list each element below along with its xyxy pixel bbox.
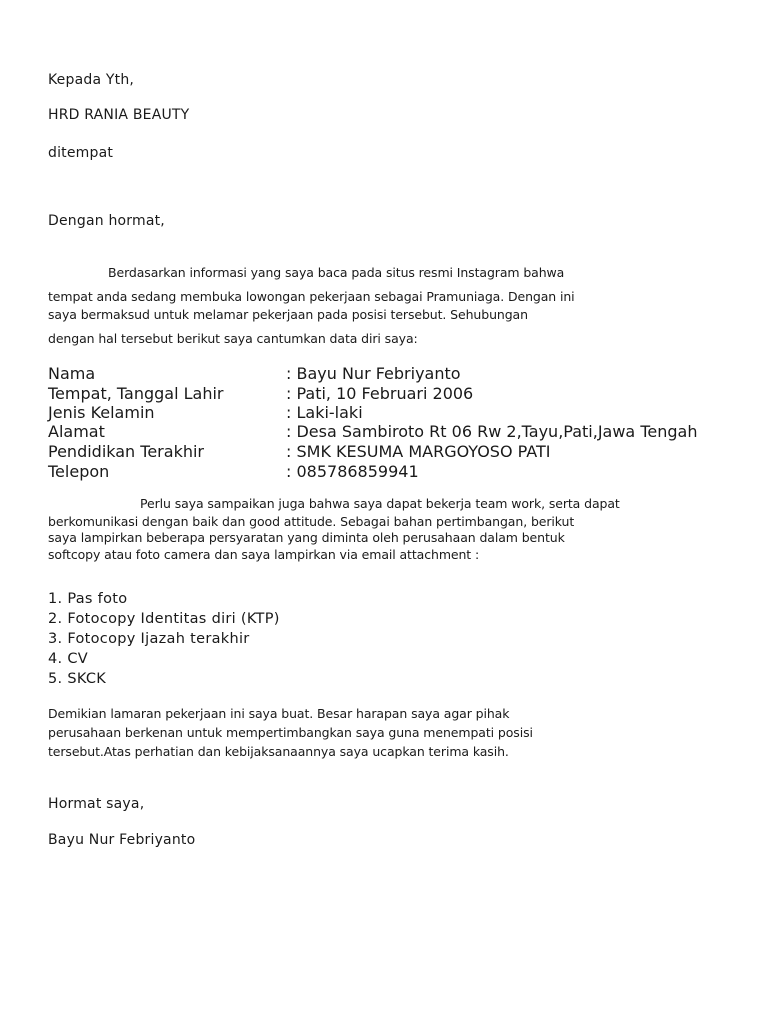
data-row-pendidikan: [48, 442, 748, 462]
middle-line-2: berkomunikasi dengan baik dan good attitude. Sebagai bahan pertimbangan, berikut: [48, 514, 575, 529]
attachment-item-5: 5. SKCK: [48, 671, 107, 687]
closing-line-1: Demikian lamaran pekerjaan ini saya buat. Besar harapan saya agar pihak: [48, 706, 510, 721]
intro-line-1: Berdasarkan informasi yang saya baca pada situs resmi Instagram bahwa: [108, 265, 565, 280]
attachment-item-2: 2. Fotocopy Identitas diri (KTP): [48, 611, 280, 627]
data-value: : Bayu Nur Febriyanto: [286, 364, 461, 383]
middle-line-4: softcopy atau foto camera dan saya lampirkan via email attachment :: [48, 547, 480, 562]
data-row-jenis-kelamin: [48, 403, 748, 423]
recipient-line-3: ditempat: [48, 145, 114, 161]
data-value: : 085786859941: [286, 462, 419, 481]
data-label: Pendidikan Terakhir: [48, 442, 204, 461]
data-value: : Pati, 10 Februari 2006: [286, 384, 474, 403]
data-value: : SMK KESUMA MARGOYOSO PATI: [286, 442, 551, 461]
middle-line-3: saya lampirkan beberapa persyaratan yang diminta oleh perusahaan dalam bentuk: [48, 530, 565, 545]
data-value: : Desa Sambiroto Rt 06 Rw 2,Tayu,Pati,Jawa Tengah: [286, 422, 698, 441]
attachment-item-1: 1. Pas foto: [48, 591, 128, 607]
recipient-line-1: Kepada Yth,: [48, 72, 135, 88]
data-row-nama: [48, 364, 748, 384]
closing-line-2: perusahaan berkenan untuk mempertimbangkan saya guna menempati posisi: [48, 725, 533, 740]
data-label: Nama: [48, 364, 96, 383]
greeting: Dengan hormat,: [48, 213, 165, 229]
data-label: Telepon: [48, 462, 110, 481]
data-value: : Laki-laki: [286, 403, 363, 422]
middle-line-1: Perlu saya sampaikan juga bahwa saya dapat bekerja team work, serta dapat: [140, 496, 620, 511]
intro-line-4: dengan hal tersebut berikut saya cantumkan data diri saya:: [48, 331, 418, 346]
attachment-item-3: 3. Fotocopy Ijazah terakhir: [48, 631, 250, 647]
sign-off: Hormat saya,: [48, 796, 145, 812]
data-label: Alamat: [48, 422, 105, 441]
data-label: Jenis Kelamin: [48, 403, 155, 422]
data-row-telepon: [48, 462, 748, 482]
closing-line-3: tersebut.Atas perhatian dan kebijaksanaannya saya ucapkan terima kasih.: [48, 744, 509, 759]
data-row-ttl: [48, 384, 748, 404]
attachment-item-4: 4. CV: [48, 651, 88, 667]
intro-line-2: tempat anda sedang membuka lowongan pekerjaan sebagai Pramuniaga. Dengan ini: [48, 289, 575, 304]
intro-line-3: saya bermaksud untuk melamar pekerjaan pada posisi tersebut. Sehubungan: [48, 307, 528, 322]
data-label: Tempat, Tanggal Lahir: [48, 384, 224, 403]
recipient-line-2: HRD RANIA BEAUTY: [48, 107, 190, 123]
signature-name: Bayu Nur Febriyanto: [48, 832, 196, 848]
data-row-alamat: [48, 422, 748, 442]
